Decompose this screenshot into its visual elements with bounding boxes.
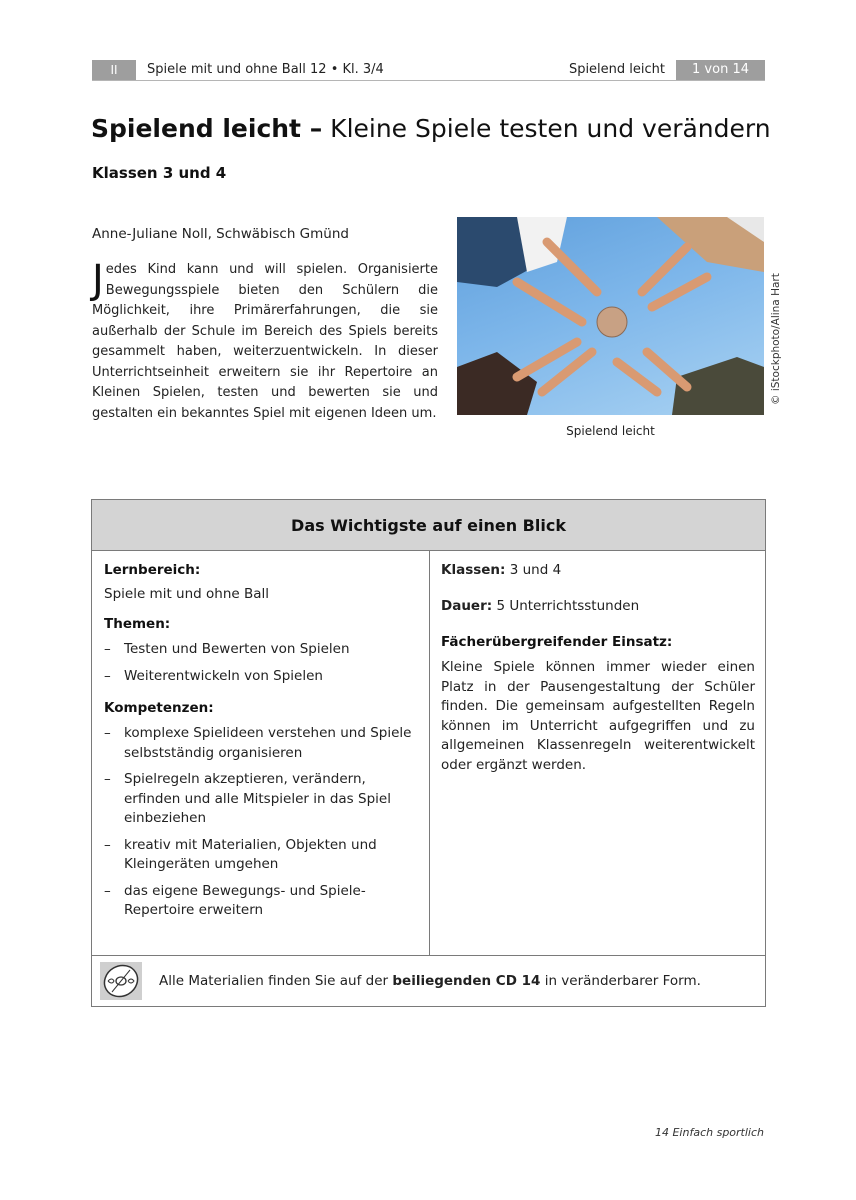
page-number: 1 von 14 (676, 60, 765, 80)
overview-left-column (104, 562, 414, 928)
title-bold: Spielend leicht – (91, 114, 323, 143)
dauer-value: 5 Unterrichtsstunden (496, 598, 640, 614)
photo-children-ball (457, 217, 764, 415)
dauer-row (441, 598, 755, 614)
kompetenz-item: – das eigene Bewegungs- und Spiele-Repertoire erweitern (104, 882, 366, 918)
cd-bold: beiliegenden CD 14 (392, 973, 541, 989)
photo-illustration (457, 217, 764, 415)
title-regular: Kleine Spiele testen und verändern (330, 114, 771, 143)
subtitle: Klassen 3 und 4 (92, 164, 227, 182)
klassen-row (441, 562, 755, 578)
photo-caption: Spielend leicht (566, 424, 655, 438)
intro-paragraph (92, 257, 438, 424)
running-header (92, 60, 765, 81)
topic-label: Spielend leicht (568, 62, 665, 77)
themen-label: Themen: (104, 616, 171, 632)
lernbereich-label: Lernbereich: (104, 562, 201, 578)
themen-item: – Testen und Bewerten von Spielen (104, 641, 350, 657)
cd-note (100, 962, 760, 998)
dauer-label: Dauer: (441, 598, 493, 614)
photo-credit: © iStockphoto/Alina Hart (770, 273, 782, 405)
kompetenz-item: – kreativ mit Materialien, Objekten und Kleingeräten umgehen (104, 836, 377, 872)
drop-cap: J (92, 257, 104, 303)
section-badge: II (92, 60, 136, 80)
klassen-value: 3 und 4 (509, 562, 562, 578)
cd-icon (100, 962, 142, 1000)
overview-right-column (441, 562, 755, 775)
einsatz-label: Fächerübergreifender Einsatz: (441, 634, 673, 650)
row-divider (92, 955, 765, 956)
cd-text: Alle Materialien finden Sie auf der beiliegenden CD 14 in veränderbarer Form. (159, 973, 701, 989)
kompetenz-item: – Spielregeln akzeptieren, verändern, erfinden und alle Mitspieler in das Spiel einbeziehen (104, 771, 391, 826)
klassen-label: Klassen: (441, 562, 506, 578)
page-title (91, 114, 771, 143)
author: Anne-Juliane Noll, Schwäbisch Gmünd (92, 226, 349, 242)
kompetenzen-label: Kompetenzen: (104, 700, 214, 716)
series-label: Spiele mit und ohne Ball 12 • Kl. 3/4 (147, 62, 384, 77)
einsatz-text: Kleine Spiele können immer wieder einen Platz in der Pausengestaltung der Schüler finden. Die gemeinsam aufgestellten Regeln können im Unterricht aufgegriffen und zu allgemeinen Klassenregeln weiterentwickelt oder ergänzt werden. (441, 659, 755, 773)
kompetenz-item: – komplexe Spielideen verstehen und Spiele selbstständig organisieren (104, 725, 412, 761)
intro-text: edes Kind kann und will spielen. Organisierte Bewegungsspiele bieten den Schülern die Möglichkeit, ihre Primärerfahrungen, die sie außerhalb der Schule im Bereich des Spiels bereits gesammelt haben, weiterzuentwickeln. In dieser Unterrichtseinheit erweitern sie ihr Repertoire an Kleinen Spielen, testen und bewerten sie und gestalten ein bekanntes Spiel mit eigenen Ideen um. (92, 262, 438, 421)
lernbereich-value: Spiele mit und ohne Ball (104, 586, 270, 602)
footer: 14 Einfach sportlich (654, 1126, 764, 1139)
column-divider (429, 550, 430, 955)
overview-heading: Das Wichtigste auf einen Blick (92, 500, 765, 551)
themen-item: – Weiterentwickeln von Spielen (104, 667, 323, 684)
overview-box (91, 499, 766, 1007)
